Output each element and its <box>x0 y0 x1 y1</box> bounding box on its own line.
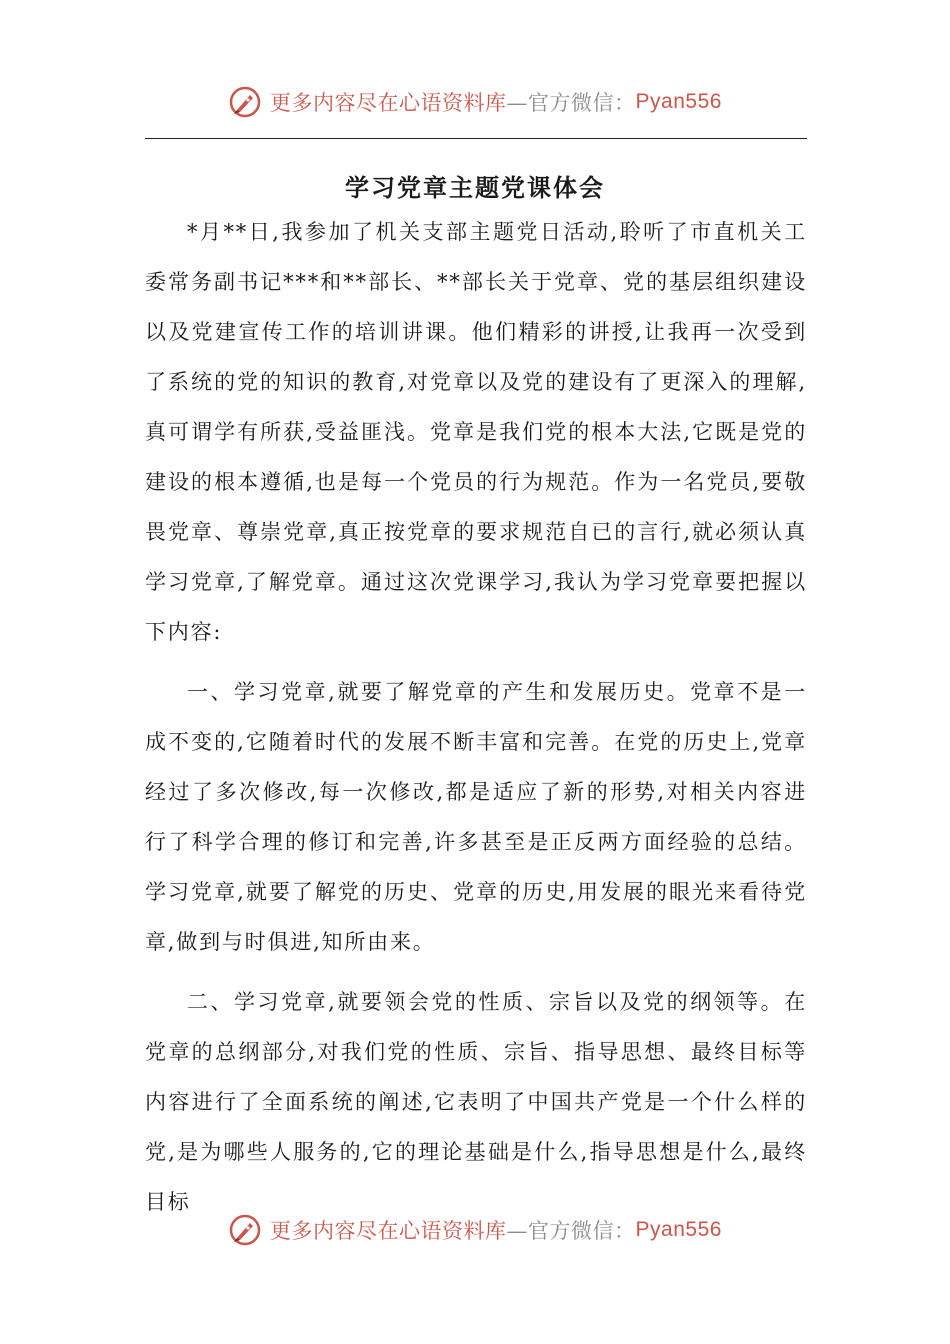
watermark-site-name: 更多内容尽在心语资料库 <box>270 1219 507 1243</box>
watermark-text <box>270 1215 722 1245</box>
watermark-text <box>270 87 722 117</box>
watermark-site-name: 更多内容尽在心语资料库 <box>270 91 507 115</box>
watermark-colon: ： <box>614 1220 636 1243</box>
paragraph-point-one: 一、学习党章,就要了解党章的产生和发展历史。党章不是一成不变的,它随着时代的发展不断丰富和完善。在党的历史上,党章经过了多次修改,每一次修改,都是适应了新的形势,对相关内容进行了科学合理的修订和完善,许多甚至是正反两方面经验的总结。学习党章,就要了解党的历史、党章的历史,用发展的眼光来看待党章,做到与时俱进,知所由来。 <box>145 680 807 954</box>
paragraph-intro: *月**日,我参加了机关支部主题党日活动,聆听了市直机关工委常务副书记***和**部长、**部长关于党章、党的基层组织建设以及党建宣传工作的培训讲课。他们精彩的讲授,让我再一次受到了系统的党的知识的教育,对党章以及党的建设有了更深入的理解,真可谓学有所获,受益匪浅。党章是我们党的根本大法,它既是党的建设的根本遵循,也是每一个党员的行为规范。作为一名党员,要敬畏党章、尊崇党章,真正按党章的要求规范自已的言行,就必须认真学习党章,了解党章。通过这次党课学习,我认为学习党章要把握以下内容: <box>145 220 807 644</box>
watermark-wechat-label: —官方微信 <box>506 1219 615 1243</box>
watermark-wechat-label: —官方微信 <box>506 91 615 115</box>
header-divider <box>145 138 807 139</box>
pen-nib-icon <box>228 85 262 119</box>
watermark-colon: ： <box>614 92 636 115</box>
header-watermark-banner <box>0 82 950 122</box>
pen-nib-icon <box>228 1213 262 1247</box>
watermark-wechat-id: Pyan556 <box>635 1218 722 1241</box>
footer-watermark-banner <box>0 1210 950 1250</box>
document-body <box>145 207 807 1227</box>
paragraph-point-two: 二、学习党章,就要领会党的性质、宗旨以及党的纲领等。在党章的总纲部分,对我们党的性质、宗旨、指导思想、最终目标等内容进行了全面系统的阐述,它表明了中国共产党是一个什么样的党,是为哪些人服务的,它的理论基础是什么,指导思想是什么,最终目标 <box>145 990 807 1214</box>
watermark-wechat-id: Pyan556 <box>635 90 722 113</box>
document-title: 学习党章主题党课体会 <box>345 174 605 203</box>
